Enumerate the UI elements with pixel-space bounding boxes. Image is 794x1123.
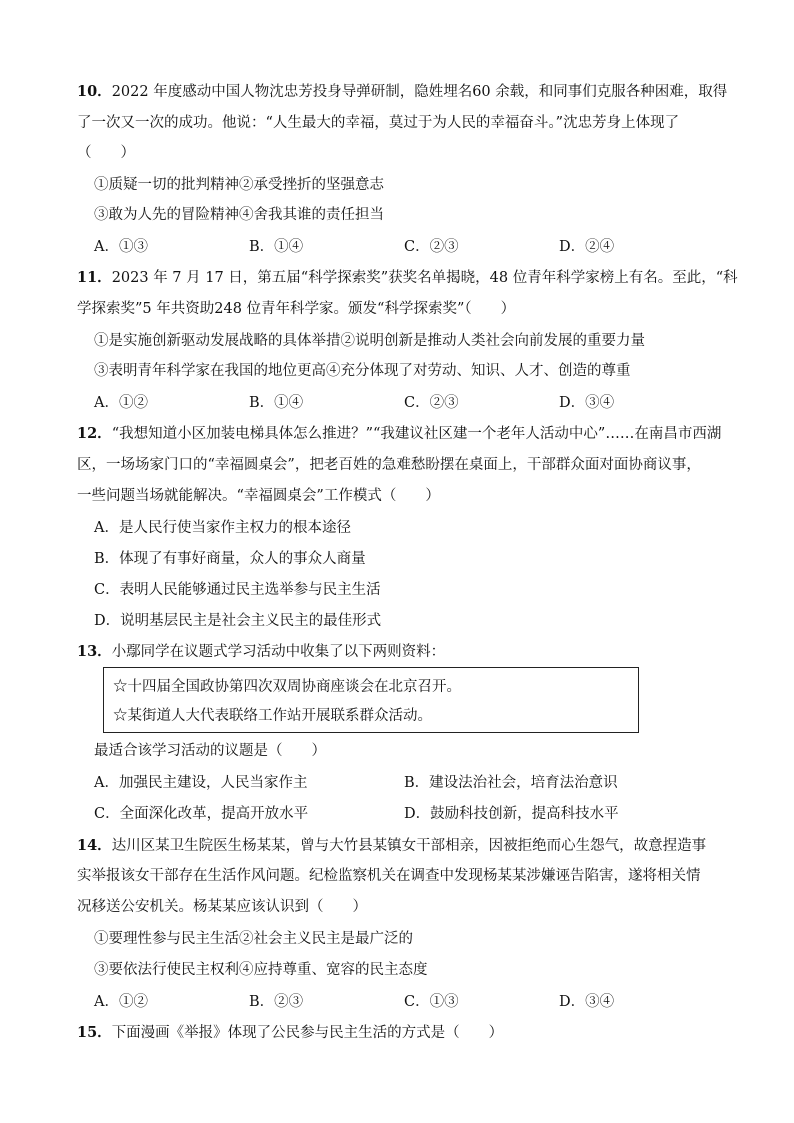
q11-option-a[interactable]: A．①② — [94, 395, 148, 411]
q11-stem-line1: 11．2023 年 7 月 17 日，第五届“科学探索奖”获奖名单揭晓，48 位青年科学家榜上有名。至此，“科 — [77, 269, 738, 286]
q12-option-c[interactable]: C．表明人民能够通过民主选举参与民主生活 — [94, 582, 381, 598]
q13-number: 13． — [77, 643, 112, 660]
q10-number: 10． — [77, 83, 112, 100]
q10-stem-line1: 10．2022 年度感动中国人物沈忠芳投身导弹研制，隐姓埋名60 余载，和同事们克服各种困难，取得 — [77, 83, 728, 100]
q10-option-a[interactable]: A．①③ — [94, 239, 148, 255]
q15-number: 15． — [77, 1024, 112, 1041]
q10-stem-line3: （ ） — [77, 145, 135, 161]
q11-number: 11． — [77, 269, 112, 286]
q14-statement-2: ③要依法行使民主权利④应持尊重、宽容的民主态度 — [94, 962, 428, 978]
q12-option-a[interactable]: A．是人民行使当家作主权力的根本途径 — [94, 520, 351, 536]
q12-stem-line3: 一些问题当场就能解决。“幸福圆桌会”工作模式（ ） — [77, 488, 440, 504]
q13-ask: 最适合该学习活动的议题是（ ） — [94, 743, 326, 759]
q13-stem-line1: 13．小鄢同学在议题式学习活动中收集了以下两则资料： — [77, 643, 446, 660]
q14-option-a[interactable]: A．①② — [94, 994, 148, 1010]
q12-stem-line1: 12．“我想知道小区加装电梯具体怎么推进？”“我建议社区建一个老年人活动中心”……在南昌市西湖 — [77, 425, 722, 442]
q10-statement-1: ①质疑一切的批判精神②承受挫折的坚强意志 — [94, 177, 384, 193]
q10-statement-2: ③敢为人先的冒险精神④舍我其谁的责任担当 — [94, 207, 384, 223]
q13-options-row2 — [94, 804, 714, 824]
q10-options — [94, 237, 714, 257]
q13-option-a[interactable]: A．加强民主建设，人民当家作主 — [94, 775, 308, 791]
q13-material-box — [103, 667, 639, 733]
q13-option-b[interactable]: B．建设法治社会，培育法治意识 — [404, 775, 618, 791]
q13-material-2: ☆某街道人大代表联络工作站开展联系群众活动。 — [113, 708, 432, 724]
q13-material-1: ☆十四届全国政协第四次双周协商座谈会在北京召开。 — [113, 679, 461, 695]
q10-option-b[interactable]: B．①④ — [249, 239, 304, 255]
q14-statement-1: ①要理性参与民主生活②社会主义民主是最广泛的 — [94, 931, 413, 947]
q13-options-row1 — [94, 773, 714, 793]
q11-stem-line2: 学探索奖”5 年共资助248 位青年科学家。颁发“科学探索奖”（ ） — [77, 301, 516, 317]
q11-statement-1: ①是实施创新驱动发展战略的具体举措②说明创新是推动人类社会向前发展的重要力量 — [94, 333, 645, 349]
q12-number: 12． — [77, 425, 112, 442]
q13-option-c[interactable]: C．全面深化改革，提高开放水平 — [94, 806, 309, 822]
q14-option-d[interactable]: D．③④ — [559, 994, 615, 1010]
q12-stem-line2: 区，一场场家门口的“幸福圆桌会”，把老百姓的急难愁盼摆在桌面上，干部群众面对面协商议事， — [77, 457, 701, 473]
q14-options — [94, 992, 714, 1012]
q14-option-b[interactable]: B．②③ — [249, 994, 304, 1010]
q11-options — [94, 393, 714, 413]
q11-option-b[interactable]: B．①④ — [249, 395, 304, 411]
q11-statement-2: ③表明青年科学家在我国的地位更高④充分体现了对劳动、知识、人才、创造的尊重 — [94, 363, 631, 379]
q10-option-c[interactable]: C．②③ — [404, 239, 459, 255]
q14-number: 14． — [77, 837, 112, 854]
q14-stem-line3: 况移送公安机关。杨某某应该认识到（ ） — [77, 899, 367, 915]
q12-option-b[interactable]: B．体现了有事好商量，众人的事众人商量 — [94, 551, 366, 567]
q14-stem-line1: 14．达川区某卫生院医生杨某某，曾与大竹县某镇女干部相亲，因被拒绝而心生怨气，故意捏造事 — [77, 837, 707, 854]
q12-option-d[interactable]: D．说明基层民主是社会主义民主的最佳形式 — [94, 613, 382, 629]
q15-stem-line1: 15．下面漫画《举报》体现了公民参与民主生活的方式是（ ） — [77, 1024, 504, 1041]
q14-stem-line2: 实举报该女干部存在生活作风问题。纪检监察机关在调查中发现杨某某涉嫌诬告陷害，遂将相关情 — [77, 868, 701, 884]
q14-option-c[interactable]: C．①③ — [404, 994, 459, 1010]
q13-option-d[interactable]: D．鼓励科技创新，提高科技水平 — [404, 806, 619, 822]
q10-option-d[interactable]: D．②④ — [559, 239, 615, 255]
q10-stem-line2: 了一次又一次的成功。他说：“人生最大的幸福，莫过于为人民的幸福奋斗。”沈忠芳身上体现了 — [77, 115, 680, 131]
q11-option-d[interactable]: D．③④ — [559, 395, 615, 411]
q11-option-c[interactable]: C．②③ — [404, 395, 459, 411]
